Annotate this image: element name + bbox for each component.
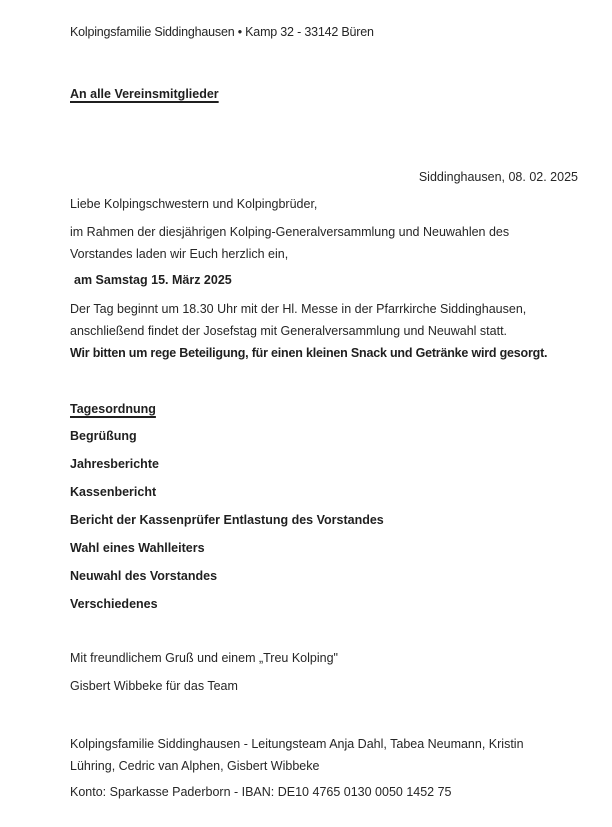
recipient-line: An alle Vereinsmitglieder xyxy=(70,87,219,101)
account-line: Konto: Sparkasse Paderborn - IBAN: DE10 4765 0130 0050 1452 75 xyxy=(70,785,452,799)
agenda-item-jahresberichte: Jahresberichte xyxy=(70,457,159,471)
appeal-line: Wir bitten um rege Beteiligung, für einen kleinen Snack und Getränke wird gesorgt. xyxy=(70,346,548,360)
salutation-line: Liebe Kolpingschwestern und Kolpingbrüder, xyxy=(70,197,318,211)
details-paragraph xyxy=(70,298,578,342)
date-line: Siddinghausen, 08. 02. 2025 xyxy=(418,170,578,184)
footer-team-line-2: Lühring, Cedric van Alphen, Gisbert Wibbeke xyxy=(70,759,320,773)
signature-line: Gisbert Wibbeke für das Team xyxy=(70,679,238,693)
event-date-line: am Samstag 15. März 2025 xyxy=(74,273,232,287)
footer-team-line-1: Kolpingsfamilie Siddinghausen - Leitungsteam Anja Dahl, Tabea Neumann, Kristin xyxy=(70,737,524,751)
letterhead-sender-line: Kolpingsfamilie Siddinghausen • Kamp 32 - 33142 Büren xyxy=(70,25,374,39)
intro-line-2: Vorstandes laden wir Euch herzlich ein, xyxy=(70,247,289,261)
intro-paragraph xyxy=(70,221,578,265)
agenda-item-kassenbericht: Kassenbericht xyxy=(70,485,157,499)
intro-line-1: im Rahmen der diesjährigen Kolping-Generalversammlung und Neuwahlen des xyxy=(70,225,510,239)
agenda-item-wahlleiter: Wahl eines Wahlleiters xyxy=(70,541,205,555)
details-line-2: anschließend findet der Josefstag mit Generalversammlung und Neuwahl statt. xyxy=(70,324,508,338)
closing-greeting-line: Mit freundlichem Gruß und einem „Treu Kolping" xyxy=(70,651,338,665)
agenda-item-verschiedenes: Verschiedenes xyxy=(70,597,158,611)
agenda-title: Tagesordnung xyxy=(70,402,156,416)
footer-team-paragraph xyxy=(70,733,578,777)
agenda-item-begruessung: Begrüßung xyxy=(70,429,137,443)
agenda-item-neuwahl: Neuwahl des Vorstandes xyxy=(70,569,218,583)
details-line-1: Der Tag beginnt um 18.30 Uhr mit der Hl. Messe in der Pfarrkirche Siddinghausen, xyxy=(70,302,527,316)
agenda-item-kassenpruefer: Bericht der Kassenprüfer Entlastung des Vorstandes xyxy=(70,513,384,527)
